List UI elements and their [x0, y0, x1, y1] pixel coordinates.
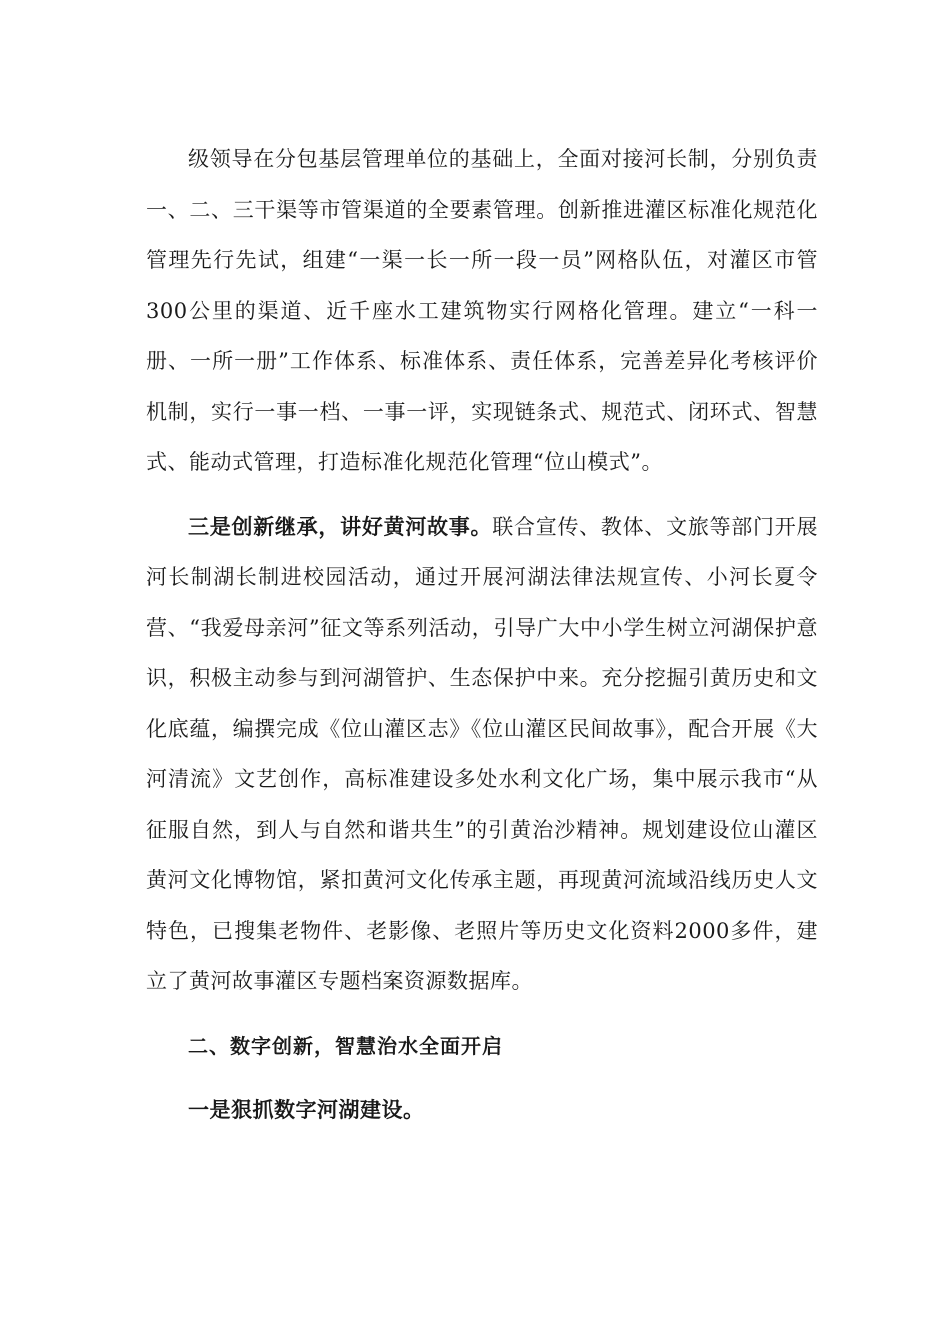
paragraph-text: 联合宣传、教体、文旅等部门开展河长制湖长制进校园活动，通过开展河湖法律法规宣传、小河长夏令营、“我爱母亲河”征文等系列活动，引导广大中小学生树立河湖保护意识，积极主动参与到河湖管护、生态保护中来。充分挖掘引黄历史和文化底蕴，编撰完成《位山灌区志》《位山灌区民间故事》，配合开展《大河清流》文艺创作，高标准建设多处水利文化广场，集中展示我市“从征服自然，到人与自然和谐共生”的引黄治沙精神。规划建设位山灌区黄河文化博物馆，紧扣黄河文化传承主题，再现黄河流域沿线历史人文特色，已搜集老物件、老影像、老照片等历史文化资料2000多件，建立了黄河故事灌区专题档案资源数据库。 — [146, 514, 818, 993]
document-body — [146, 134, 818, 1136]
paragraph-text: 级领导在分包基层管理单位的基础上，全面对接河长制，分别负责一、二、三干渠等市管渠道的全要素管理。创新推进灌区标准化规范化管理先行先试，组建“一渠一长一所一段一员”网格队伍，对灌区市管300公里的渠道、近千座水工建筑物实行网格化管理。建立“一科一册、一所一册”工作体系、标准体系、责任体系，完善差异化考核评价机制，实行一事一档、一事一评，实现链条式、规范式、闭环式、智慧式、能动式管理，打造标准化规范化管理“位山模式”。 — [146, 147, 818, 474]
subsection-heading: 一是狠抓数字河湖建设。 — [188, 1097, 425, 1122]
paragraph-lead: 三是创新继承，讲好黄河故事。 — [188, 513, 493, 539]
section-heading: 二、数字创新，智慧治水全面开启 — [188, 1033, 503, 1058]
paragraph-grid-management — [146, 134, 818, 488]
paragraph-yellow-river-story — [146, 502, 818, 1007]
